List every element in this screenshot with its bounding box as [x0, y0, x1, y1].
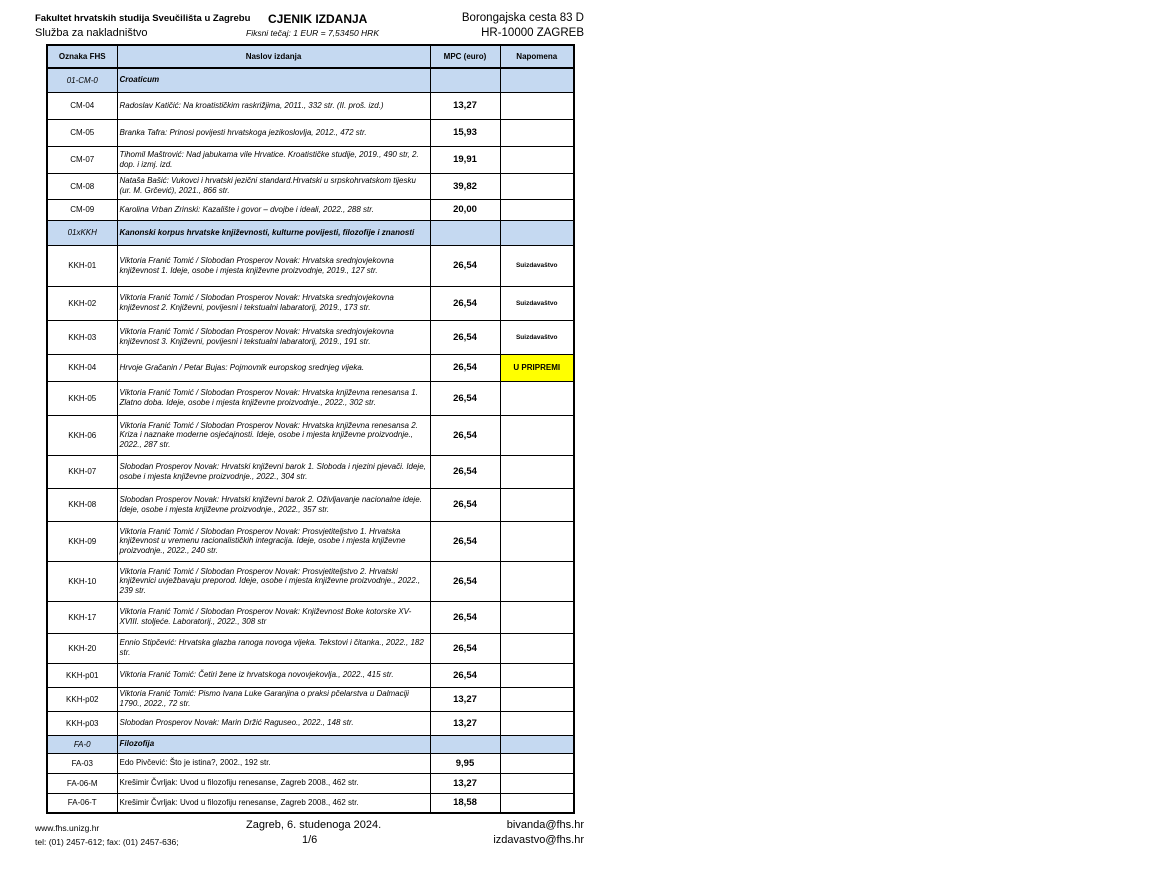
cell-code: FA-03	[47, 753, 117, 773]
cell-title: Slobodan Prosperov Novak: Hrvatski književni barok 2. Oživljavanje nacionalne ideje. Ideje, osobe i mjesta književne proizvodnje., 2022., 357 str.	[117, 488, 430, 521]
cell-note: Suizdavaštvo	[500, 320, 574, 354]
cell-code: CM-09	[47, 199, 117, 220]
table-body	[47, 68, 574, 813]
cell-title: Ennio Stipčević: Hrvatska glazba ranoga novoga vijeka. Tekstovi i čitanka., 2022., 182 str.	[117, 633, 430, 663]
cell-note: Suizdavaštvo	[500, 286, 574, 320]
cell-title: Karolina Vrban Zrinski: Kazalište i govor – dvojbe i ideali, 2022., 288 str.	[117, 199, 430, 220]
cell-title: Branka Tafra: Prinosi povijesti hrvatskoga jezikoslovlja, 2012., 472 str.	[117, 119, 430, 146]
cell-title: Nataša Bašić: Vukovci i hrvatski jezični standard.Hrvatski u srpskohrvatskom tijesku (ur. M. Grčević), 2021., 866 str.	[117, 173, 430, 199]
table-row	[47, 92, 574, 119]
cell-code: KKH-07	[47, 455, 117, 488]
cell-note	[500, 521, 574, 561]
cell-price: 13,27	[430, 687, 500, 711]
cell-price: 26,54	[430, 245, 500, 286]
footer-email-publishing: izdavastvo@fhs.hr	[493, 834, 584, 846]
cell-price: 26,54	[430, 633, 500, 663]
cell-note	[500, 173, 574, 199]
cell-code: KKH-02	[47, 286, 117, 320]
cell-title: Viktoria Franić Tomić / Slobodan Prosperov Novak: Hrvatska književna renesansa 1. Zlatno doba. Ideje, osobe i mjesta književne proizvodnje., 2022., 302 str.	[117, 381, 430, 415]
table-row	[47, 633, 574, 663]
cell-price	[430, 68, 500, 92]
cell-title: Viktoria Franić Tomić / Slobodan Prosperov Novak: Književnost Boke kotorske XV-XVIII. stoljeće. Laboratorij., 2022., 308 str	[117, 601, 430, 633]
cell-title: Viktoria Franić Tomić: Četiri žene iz hrvatskoga novovjekovlja., 2022., 415 str.	[117, 663, 430, 687]
cell-title: Tihomil Maštrović: Nad jabukama vile Hrvatice. Kroatističke studije, 2019., 490 str, 2. dop. i izmj. izd.	[117, 146, 430, 173]
cell-price: 13,27	[430, 711, 500, 735]
cell-title: Krešimir Čvrljak: Uvod u filozofiju renesanse, Zagreb 2008., 462 str.	[117, 793, 430, 813]
cell-price: 13,27	[430, 92, 500, 119]
table-row	[47, 561, 574, 601]
cell-title: Croaticum	[117, 68, 430, 92]
table-row	[47, 488, 574, 521]
cell-title: Kanonski korpus hrvatske književnosti, kulturne povijesti, filozofije i znanosti	[117, 220, 430, 245]
cell-note	[500, 68, 574, 92]
cell-note	[500, 753, 574, 773]
table-row	[47, 320, 574, 354]
cell-note	[500, 735, 574, 753]
footer-email-contact: bivanda@fhs.hr	[506, 819, 584, 831]
cell-note	[500, 561, 574, 601]
cell-title: Viktoria Franić Tomić / Slobodan Prosperov Novak: Prosvjetiteljstvo 1. Hrvatska književnost u vremenu racionalističkih integracija. Ideje, osobe i mjesta književne proizvodnje., 2022., 240 str.	[117, 521, 430, 561]
table-row	[47, 711, 574, 735]
cell-note	[500, 199, 574, 220]
table-row	[47, 663, 574, 687]
cell-code: KKH-08	[47, 488, 117, 521]
cell-note	[500, 601, 574, 633]
table-row	[47, 415, 574, 455]
cell-note	[500, 633, 574, 663]
section-row	[47, 220, 574, 245]
cell-price: 18,58	[430, 793, 500, 813]
cell-note	[500, 146, 574, 173]
cell-title: Edo Pivčević: Što je istina?, 2002., 192 str.	[117, 753, 430, 773]
cell-price: 26,54	[430, 455, 500, 488]
cell-price: 39,82	[430, 173, 500, 199]
cell-code: KKH-p02	[47, 687, 117, 711]
cell-code: KKH-p01	[47, 663, 117, 687]
cell-price: 26,54	[430, 381, 500, 415]
cell-note	[500, 220, 574, 245]
cell-code: FA-06-M	[47, 773, 117, 793]
cell-note	[500, 455, 574, 488]
cell-code: KKH-06	[47, 415, 117, 455]
table-row	[47, 199, 574, 220]
cell-price: 26,54	[430, 488, 500, 521]
address-street: Borongajska cesta 83 D	[461, 12, 584, 24]
cell-code: 01xKKH	[47, 220, 117, 245]
section-row	[47, 735, 574, 753]
cell-price: 13,27	[430, 773, 500, 793]
cell-price: 26,54	[430, 286, 500, 320]
cell-note	[500, 663, 574, 687]
cell-code: CM-08	[47, 173, 117, 199]
cell-title: Viktoria Franić Tomić / Slobodan Prosperov Novak: Hrvatska srednjovjekovna književnost 3. Književni, povijesni i tekstualni labaratorij, 2019., 191 str.	[117, 320, 430, 354]
table-row	[47, 773, 574, 793]
table-row	[47, 245, 574, 286]
exchange-rate: Fiksni tečaj: 1 EUR = 7,53450 HRK	[246, 28, 379, 38]
table-row	[47, 286, 574, 320]
cell-price: 26,54	[430, 320, 500, 354]
table-row	[47, 119, 574, 146]
section-row	[47, 68, 574, 92]
cell-title: Viktoria Franić Tomić / Slobodan Prosperov Novak: Prosvjetiteljstvo 2. Hrvatski književnici uvježbavaju preporod. Ideje, osobe i mjesta književne proizvodnje., 2022., 239 str.	[117, 561, 430, 601]
column-header-note: Napomena	[500, 45, 574, 68]
cell-price: 26,54	[430, 521, 500, 561]
cell-title: Radoslav Katičić: Na kroatističkim raskrižjima, 2011., 332 str. (II. proš. izd.)	[117, 92, 430, 119]
document-title: CJENIK IZDANJA	[268, 12, 368, 26]
cell-price	[430, 735, 500, 753]
cell-note	[500, 687, 574, 711]
column-header-title: Naslov izdanja	[117, 45, 430, 68]
cell-title: Viktoria Franić Tomić / Slobodan Prosperov Novak: Hrvatska književna renesansa 2. Kriza i naznake moderne osjećajnosti. Ideje, osobe i mjesta književne proizvodnje., 2022., 287 str.	[117, 415, 430, 455]
cell-code: KKH-17	[47, 601, 117, 633]
column-header-code: Oznaka FHS	[47, 45, 117, 68]
footer-place-date: Zagreb, 6. studenoga 2024.	[246, 819, 382, 831]
cell-code: KKH-10	[47, 561, 117, 601]
cell-note	[500, 119, 574, 146]
cell-note: Suizdavaštvo	[500, 245, 574, 286]
cell-code: KKH-04	[47, 354, 117, 381]
department-name: Služba za nakladništvo	[35, 27, 148, 39]
cell-title: Slobodan Prosperov Novak: Hrvatski književni barok 1. Sloboda i njezini pjevači. Ideje, osobe i mjesta književne proizvodnje., 2022., 304 str.	[117, 455, 430, 488]
table-row	[47, 381, 574, 415]
cell-code: KKH-03	[47, 320, 117, 354]
cell-code: CM-05	[47, 119, 117, 146]
table-row	[47, 753, 574, 773]
table-row	[47, 687, 574, 711]
cell-price: 26,54	[430, 354, 500, 381]
footer-phone: tel: (01) 2457-612; fax: (01) 2457-636;	[35, 837, 179, 847]
cell-title: Viktoria Franić Tomić / Slobodan Prosperov Novak: Hrvatska srednjovjekovna književnost 2. Književni, povijesni i tekstualni labaratorij, 2019., 173 str.	[117, 286, 430, 320]
table-header-row	[47, 45, 574, 68]
table-row	[47, 521, 574, 561]
cell-title: Hrvoje Gračanin / Petar Bujas: Pojmovnik europskog srednjeg vijeka.	[117, 354, 430, 381]
cell-title: Filozofija	[117, 735, 430, 753]
cell-code: 01-CM-0	[47, 68, 117, 92]
price-list-table	[46, 44, 575, 814]
cell-code: FA-06-T	[47, 793, 117, 813]
cell-note	[500, 793, 574, 813]
table-row	[47, 793, 574, 813]
cell-price: 26,54	[430, 561, 500, 601]
cell-price: 15,93	[430, 119, 500, 146]
cell-code: FA-0	[47, 735, 117, 753]
cell-price: 26,54	[430, 415, 500, 455]
footer-website: www.fhs.unizg.hr	[35, 823, 100, 833]
cell-code: CM-04	[47, 92, 117, 119]
cell-note	[500, 711, 574, 735]
cell-note	[500, 415, 574, 455]
cell-code: KKH-09	[47, 521, 117, 561]
column-header-price: MPC (euro)	[430, 45, 500, 68]
cell-note	[500, 773, 574, 793]
cell-note	[500, 488, 574, 521]
cell-note	[500, 381, 574, 415]
cell-title: Viktoria Franić Tomić: Pismo Ivana Luke Garanjina o praksi pčelarstva u Dalmaciji 1790., 2022., 72 str.	[117, 687, 430, 711]
cell-price: 9,95	[430, 753, 500, 773]
table-row	[47, 173, 574, 199]
cell-title: Slobodan Prosperov Novak: Marin Držić Raguseo., 2022., 148 str.	[117, 711, 430, 735]
cell-price	[430, 220, 500, 245]
cell-price: 26,54	[430, 601, 500, 633]
address-city: HR-10000 ZAGREB	[481, 27, 584, 39]
cell-code: CM-07	[47, 146, 117, 173]
table-row	[47, 354, 574, 381]
cell-title: Krešimir Čvrljak: Uvod u filozofiju renesanse, Zagreb 2008., 462 str.	[117, 773, 430, 793]
cell-price: 20,00	[430, 199, 500, 220]
cell-code: KKH-01	[47, 245, 117, 286]
cell-note	[500, 92, 574, 119]
institution-name: Fakultet hrvatskih studija Sveučilišta u Zagrebu	[35, 13, 251, 24]
table-row	[47, 146, 574, 173]
cell-code: KKH-20	[47, 633, 117, 663]
cell-title: Viktoria Franić Tomić / Slobodan Prosperov Novak: Hrvatska srednjovjekovna književnost 1. Ideje, osobe i mjesta književne proizvodnje, 2019., 127 str.	[117, 245, 430, 286]
table-row	[47, 455, 574, 488]
cell-price: 26,54	[430, 663, 500, 687]
cell-code: KKH-05	[47, 381, 117, 415]
cell-price: 19,91	[430, 146, 500, 173]
footer-page-number: 1/6	[302, 834, 318, 846]
cell-note: U PRIPREMI	[500, 354, 574, 381]
table-row	[47, 601, 574, 633]
cell-code: KKH-p03	[47, 711, 117, 735]
